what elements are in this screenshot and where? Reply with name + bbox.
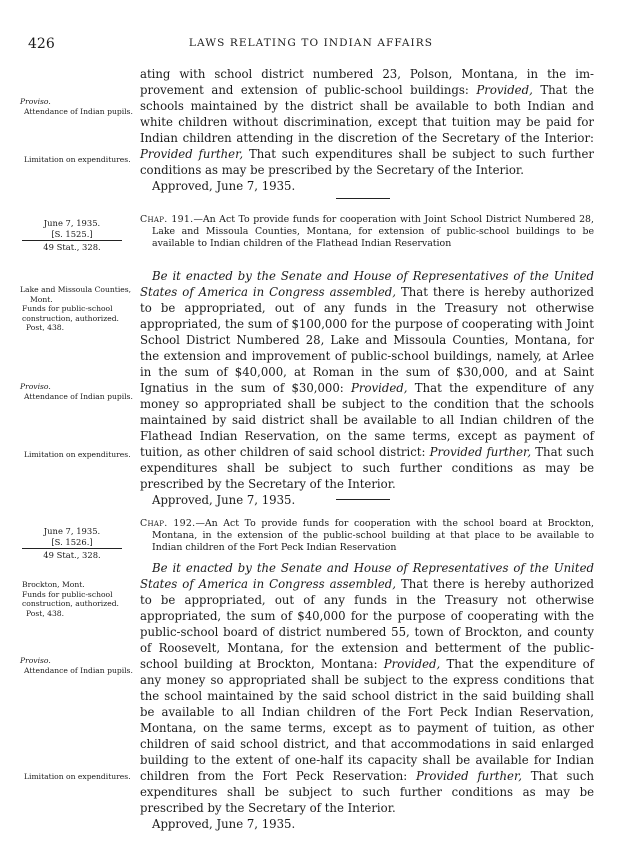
chap191-margin-proviso: Proviso. Attendance of Indian pupils. bbox=[20, 382, 133, 401]
chap192-margin-place: Brockton, Mont. Funds for public-school construction, authorized. Post, 438. bbox=[22, 580, 119, 618]
chap191-paragraph: Be it enacted by the Senate and House of Representatives of the United States of America in Congress assembled, That there is hereby authorized to be appropriated, out of any funds in the Treasury not otherwise appropriated, the sum of $100,000 for the purpose of cooperating with Joint School District Numbered 28, Lake and Missoula Counties, Montana, for the extension and improvement of public-school buildings, namely, at Arlee in the sum of $40,000, at Roman in the sum of $30,000, and at Saint Ignatius in the sum of $30,000: Provided, That the expenditure of any money so appropriated shall be subject to the condition that the schools maintained by said district shall be available to all Indian children of the Flathead Indian Reservation, on the same terms, except as payment of tuition, as other children of said school district: Provided further, That such expenditures shall be subject to such further conditions as may be prescribed by the Secretary of the Interior. bbox=[140, 269, 594, 491]
chap192-approved-line: Approved, June 7, 1935. bbox=[152, 817, 296, 831]
chap192-label: Chap. 192. bbox=[140, 518, 196, 529]
top-paragraph: ating with school district numbered 23, Polson, Montana, in the improvement and extension of public-school buildings: Provided, That the schools maintained by the district shall be available to both Indian and white children without discrimination, except that tuition may be paid for Indian children attending in the discretion of the Secretary of the Interior: Provided further, That such expenditures shall be subject to such further conditions as may be prescribed by the Secretary of the Interior. bbox=[140, 67, 595, 177]
top-section-text bbox=[140, 66, 594, 194]
enacting-clause: Be it enacted by the Senate and House of Representatives of the United States of America in Congress assembled, bbox=[140, 269, 594, 299]
chap192-paragraph: Be it enacted by the Senate and House of Representatives of the United States of America in Congress assembled, That there is hereby authorized to be appropriated, out of any funds in the Treasury not otherwise appropriated, the sum of $40,000 for the purpose of cooperating with the public-school board of district numbered 55, town of Brockton, and county of Roosevelt, Montana, for the extension and betterment of the public-school building at Brockton, Montana: Provided, That the expenditure of any money so appropriated shall be subject to the express conditions that the school maintained by the said school district in the said building shall be available to all Indian children of the Fort Peck Indian Reservation, Montana, on the same terms, except as to payment of tuition, as other children of said school district, and that accommodations in said enlarged building to the extent of one-half its capacity shall be available for Indian children from the Fort Peck Reservation: Provided further, That such expenditures shall be subject to such further conditions as may be prescribed by the Secretary of the Interior. bbox=[140, 561, 594, 815]
page-header bbox=[28, 36, 594, 52]
provided-further-term: Provided further, bbox=[140, 147, 244, 161]
chap191-margin-place: Lake and Missoula Counties, Mont. Funds for public-school construction, authorized. Post, 438. bbox=[20, 285, 132, 332]
chap191-title: —An Act To provide funds for cooperation with Joint School District Numbered 28, Lake and Missoula Counties, Montana, for extension of public-school buildings to be available to Indian children of the Flathead Indian Reservation bbox=[152, 214, 594, 249]
chap191-label: Chap. 191. bbox=[140, 214, 194, 225]
chap191-heading bbox=[140, 214, 594, 250]
approved-line: Approved, June 7, 1935. bbox=[152, 179, 296, 193]
margin-note-limitation: Limitation on expenditures. bbox=[24, 155, 131, 164]
chap192-heading bbox=[140, 518, 594, 554]
chap192-body bbox=[140, 560, 594, 832]
chap192-margin-limitation: Limitation on expenditures. bbox=[24, 772, 131, 781]
section-divider bbox=[336, 499, 390, 500]
chap192-margin-proviso: Proviso. Attendance of Indian pupils. bbox=[20, 656, 133, 675]
chap192-date-note: June 7, 1935. [S. 1526.] 49 Stat., 328. bbox=[22, 526, 122, 561]
chap191-margin-limitation: Limitation on expenditures. bbox=[24, 450, 131, 459]
page-number: 426 bbox=[28, 36, 55, 52]
margin-note-proviso: Proviso. Attendance of Indian pupils. bbox=[20, 97, 133, 116]
chap191-approved-line: Approved, June 7, 1935. bbox=[152, 493, 296, 507]
enacting-clause: Be it enacted by the Senate and House of Representatives of the United States of America in Congress assembled, bbox=[140, 561, 594, 591]
section-divider bbox=[336, 198, 390, 199]
chap191-date-note: June 7, 1935. [S. 1525.] 49 Stat., 328. bbox=[22, 218, 122, 253]
chap192-title: —An Act To provide funds for cooperation with the school board at Brockton, Montana, in the extension of the public-school building at that place to be available to Indian children of the Fort Peck Indian Reservation bbox=[152, 518, 594, 553]
running-head: LAWS RELATING TO INDIAN AFFAIRS bbox=[188, 37, 434, 49]
chap191-body bbox=[140, 268, 594, 508]
provided-term: Provided, bbox=[476, 83, 533, 97]
